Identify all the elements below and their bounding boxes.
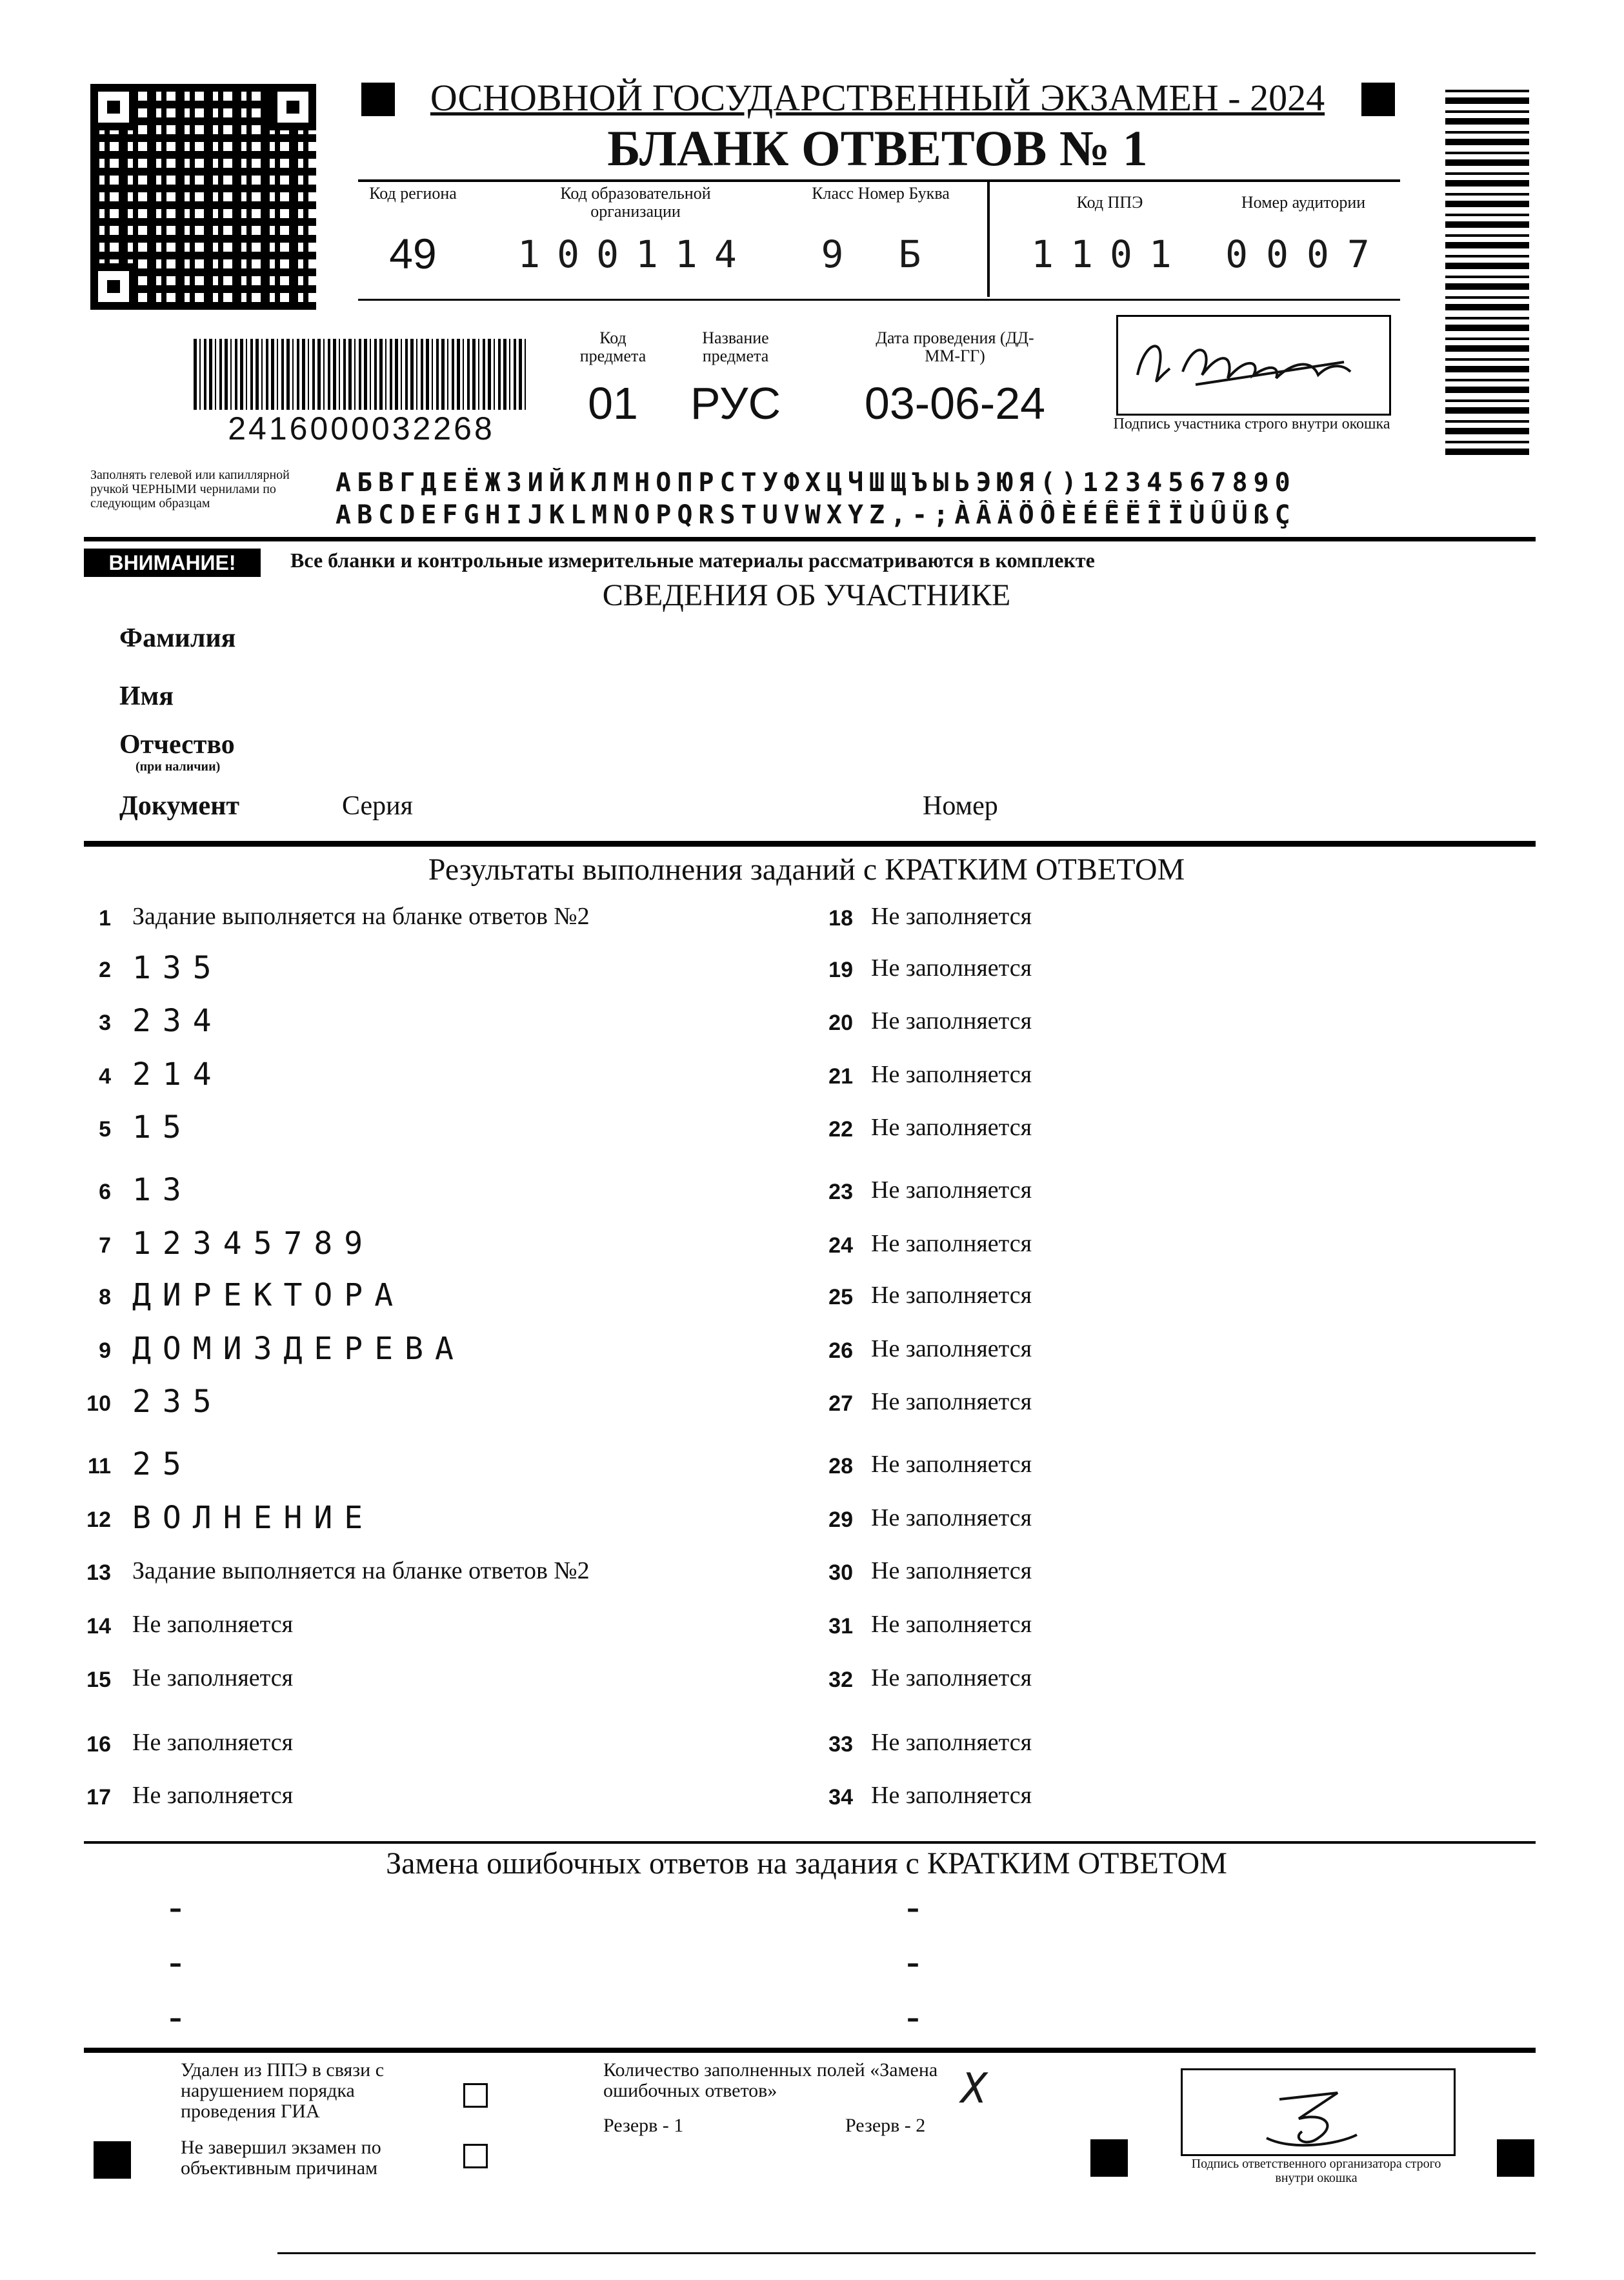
attention-text: Все бланки и контрольные измерительные материалы рассматриваются в комплекте: [290, 549, 1095, 572]
answer-field-13[interactable]: Задание выполняется на бланке ответов №2: [132, 1557, 590, 1584]
answer-number: 29: [828, 1508, 853, 1532]
answer-field-23[interactable]: Не заполняется: [871, 1176, 1032, 1204]
answer-field-28[interactable]: Не заполняется: [871, 1451, 1032, 1478]
subject-name-label: Название предмета: [702, 328, 769, 365]
answer-field-7[interactable]: 12345789: [132, 1226, 375, 1262]
answer-number: 9: [99, 1338, 111, 1363]
divider: [84, 841, 1536, 847]
answer-field-34[interactable]: Не заполняется: [871, 1782, 1032, 1809]
answer-number: 23: [828, 1180, 853, 1204]
answer-number: 15: [86, 1668, 111, 1692]
replacement-slot-left-3[interactable]: -: [169, 1995, 182, 2037]
sample-latin-row: ABCDEFGHIJKLMNOPQRSTUVWXYZ,-;ÀÂÄÖÔÈÉÊËÎÏÙÛÜßÇ: [336, 500, 1296, 530]
answer-number: 27: [828, 1391, 853, 1416]
answer-field-11[interactable]: 25: [132, 1446, 193, 1482]
org-value: 100114: [517, 232, 754, 276]
answer-field-22[interactable]: Не заполняется: [871, 1114, 1032, 1141]
answer-number: 5: [99, 1117, 111, 1142]
answer-field-26[interactable]: Не заполняется: [871, 1335, 1032, 1362]
divider: [84, 537, 1536, 541]
patronymic-label: Отчество: [119, 730, 235, 760]
date-value: 03-06-24: [864, 378, 1046, 429]
ppe-label: Код ППЭ: [1076, 193, 1143, 212]
answer-number: 34: [828, 1785, 853, 1810]
marker-square: [361, 83, 395, 116]
answer-number: 3: [99, 1011, 111, 1035]
answer-number: 12: [86, 1508, 111, 1532]
answer-field-19[interactable]: Не заполняется: [871, 954, 1032, 982]
answer-field-6[interactable]: 13: [132, 1172, 193, 1208]
results-section-title: Результаты выполнения заданий с КРАТКИМ ОТВЕТОМ: [428, 852, 1185, 887]
answer-field-17[interactable]: Не заполняется: [132, 1782, 294, 1809]
patronymic-note: (при наличии): [135, 760, 221, 774]
barcode: [194, 339, 529, 410]
marker-square: [1361, 83, 1395, 116]
region-label: Код региона: [369, 184, 457, 203]
answer-field-4[interactable]: 214: [132, 1056, 223, 1093]
answer-number: 26: [828, 1338, 853, 1363]
answer-number: 24: [828, 1233, 853, 1258]
answer-number: 30: [828, 1560, 853, 1585]
answer-field-30[interactable]: Не заполняется: [871, 1557, 1032, 1584]
sample-cyrillic-row: АБВГДЕЁЖЗИЙКЛМНОПРСТУФХЦЧШЩЪЫЬЭЮЯ()1234567890: [336, 468, 1296, 498]
participant-signature-caption: Подпись участника строго внутри окошка: [1113, 416, 1390, 432]
organizer-signature-caption: Подпись ответственного организатора строго внутри окошка: [1191, 2157, 1441, 2185]
sample-instruction: Заполнять гелевой или капиллярной ручкой ЧЕРНЫМИ чернилами по следующим образцам: [90, 468, 290, 510]
answer-field-33[interactable]: Не заполняется: [871, 1729, 1032, 1756]
answer-field-20[interactable]: Не заполняется: [871, 1007, 1032, 1034]
answer-number: 10: [86, 1391, 111, 1416]
answer-number: 22: [828, 1117, 853, 1142]
reserve-2-label: Резерв - 2: [845, 2115, 926, 2136]
reserve-1-label: Резерв - 1: [603, 2115, 684, 2136]
replacement-slot-right-1[interactable]: -: [907, 1885, 919, 1928]
answer-field-3[interactable]: 234: [132, 1003, 223, 1039]
replacement-slot-left-1[interactable]: -: [169, 1885, 182, 1928]
answer-field-14[interactable]: Не заполняется: [132, 1611, 294, 1638]
surname-label: Фамилия: [119, 623, 236, 653]
organizer-signature: [1189, 2073, 1447, 2151]
org-label: Код образовательной организации: [560, 184, 711, 221]
answer-field-1[interactable]: Задание выполняется на бланке ответов №2: [132, 903, 590, 930]
subject-name-value: РУС: [690, 378, 781, 429]
answer-number: 2: [99, 958, 111, 982]
qr-code: [90, 84, 316, 310]
marker-square: [94, 2141, 131, 2179]
divider: [84, 2048, 1536, 2053]
participant-section-title: СВЕДЕНИЯ ОБ УЧАСТНИКЕ: [602, 578, 1011, 612]
bottom-rule: [277, 2252, 1536, 2254]
side-barcode: [1445, 84, 1529, 455]
marker-square: [1497, 2139, 1534, 2177]
answer-field-32[interactable]: Не заполняется: [871, 1664, 1032, 1691]
answer-field-10[interactable]: 235: [132, 1384, 223, 1420]
number-label: Номер: [923, 791, 998, 821]
divider: [358, 179, 1400, 182]
answer-number: 7: [99, 1233, 111, 1258]
name-label: Имя: [119, 681, 174, 711]
region-value: 49: [389, 230, 437, 277]
date-label: Дата проведения (ДД-ММ-ГГ): [876, 328, 1034, 365]
answer-field-29[interactable]: Не заполняется: [871, 1504, 1032, 1531]
answer-field-9[interactable]: ДОМИЗДЕРЕВА: [132, 1331, 465, 1367]
answer-field-15[interactable]: Не заполняется: [132, 1664, 294, 1691]
participant-signature-box[interactable]: [1116, 315, 1391, 416]
answer-number: 13: [86, 1560, 111, 1585]
replacement-count-value[interactable]: X: [961, 2065, 987, 2113]
answer-field-8[interactable]: ДИРЕКТОРА: [132, 1277, 405, 1313]
answer-field-31[interactable]: Не заполняется: [871, 1611, 1032, 1638]
form-title: БЛАНК ОТВЕТОВ № 1: [607, 120, 1148, 176]
answer-number: 17: [86, 1785, 111, 1810]
answer-number: 11: [88, 1454, 111, 1478]
answer-number: 18: [828, 906, 853, 931]
divider: [987, 181, 990, 297]
replacement-slot-left-2[interactable]: -: [169, 1940, 182, 1982]
answer-field-18[interactable]: Не заполняется: [871, 903, 1032, 930]
series-label: Серия: [342, 791, 413, 821]
answer-number: 8: [99, 1285, 111, 1309]
replacement-slot-right-3[interactable]: -: [907, 1995, 919, 2037]
document-label: Документ: [119, 791, 240, 821]
answer-number: 19: [828, 958, 853, 982]
answer-number: 31: [828, 1614, 853, 1639]
divider: [358, 299, 1400, 301]
not-finished-checkbox[interactable]: [463, 2144, 488, 2168]
ppe-value: 1101: [1031, 232, 1188, 276]
replacement-count-label: Количество заполненных полей «Замена ошибочных ответов»: [603, 2059, 938, 2101]
replacement-section-title: Замена ошибочных ответов на задания с КРАТКИМ ОТВЕТОМ: [386, 1846, 1227, 1881]
divider: [84, 1841, 1536, 1844]
room-value: 0007: [1225, 232, 1388, 276]
subject-code-label: Код предмета: [579, 328, 647, 365]
answer-number: 4: [99, 1064, 111, 1089]
answer-number: 33: [828, 1732, 853, 1757]
class-number: 9: [821, 232, 844, 276]
answer-field-16[interactable]: Не заполняется: [132, 1729, 294, 1756]
answer-field-24[interactable]: Не заполняется: [871, 1230, 1032, 1257]
answer-number: 28: [828, 1454, 853, 1478]
class-letter: Б: [898, 232, 921, 276]
answer-number: 25: [828, 1285, 853, 1309]
answer-field-27[interactable]: Не заполняется: [871, 1388, 1032, 1415]
removed-checkbox[interactable]: [463, 2083, 488, 2108]
answer-number: 6: [99, 1180, 111, 1204]
replacement-slot-right-2[interactable]: -: [907, 1940, 919, 1982]
exam-title: ОСНОВНОЙ ГОСУДАРСТВЕННЫЙ ЭКЗАМЕН - 2024: [430, 77, 1325, 119]
answer-number: 16: [86, 1732, 111, 1757]
subject-code-value: 01: [588, 378, 638, 429]
answer-field-25[interactable]: Не заполняется: [871, 1282, 1032, 1309]
barcode-number: 2416000032268: [228, 410, 495, 447]
answer-number: 20: [828, 1011, 853, 1035]
answer-field-21[interactable]: Не заполняется: [871, 1061, 1032, 1088]
participant-signature: [1125, 323, 1383, 401]
class-label: Класс Номер Буква: [812, 184, 950, 203]
answer-number: 21: [828, 1064, 853, 1089]
marker-square: [1090, 2139, 1128, 2177]
attention-badge: ВНИМАНИЕ!: [84, 549, 261, 577]
answer-field-5[interactable]: 15: [132, 1109, 193, 1145]
answer-field-2[interactable]: 135: [132, 950, 223, 986]
removed-label: Удален из ППЭ в связи с нарушением порядка проведения ГИА: [181, 2059, 385, 2122]
answer-number: 1: [99, 906, 111, 931]
answer-field-12[interactable]: ВОЛНЕНИЕ: [132, 1500, 375, 1536]
room-label: Номер аудитории: [1241, 193, 1366, 212]
organizer-signature-box[interactable]: [1181, 2068, 1456, 2156]
answer-number: 14: [86, 1614, 111, 1639]
answer-number: 32: [828, 1668, 853, 1692]
not-finished-label: Не завершил экзамен по объективным причинам: [181, 2137, 381, 2179]
